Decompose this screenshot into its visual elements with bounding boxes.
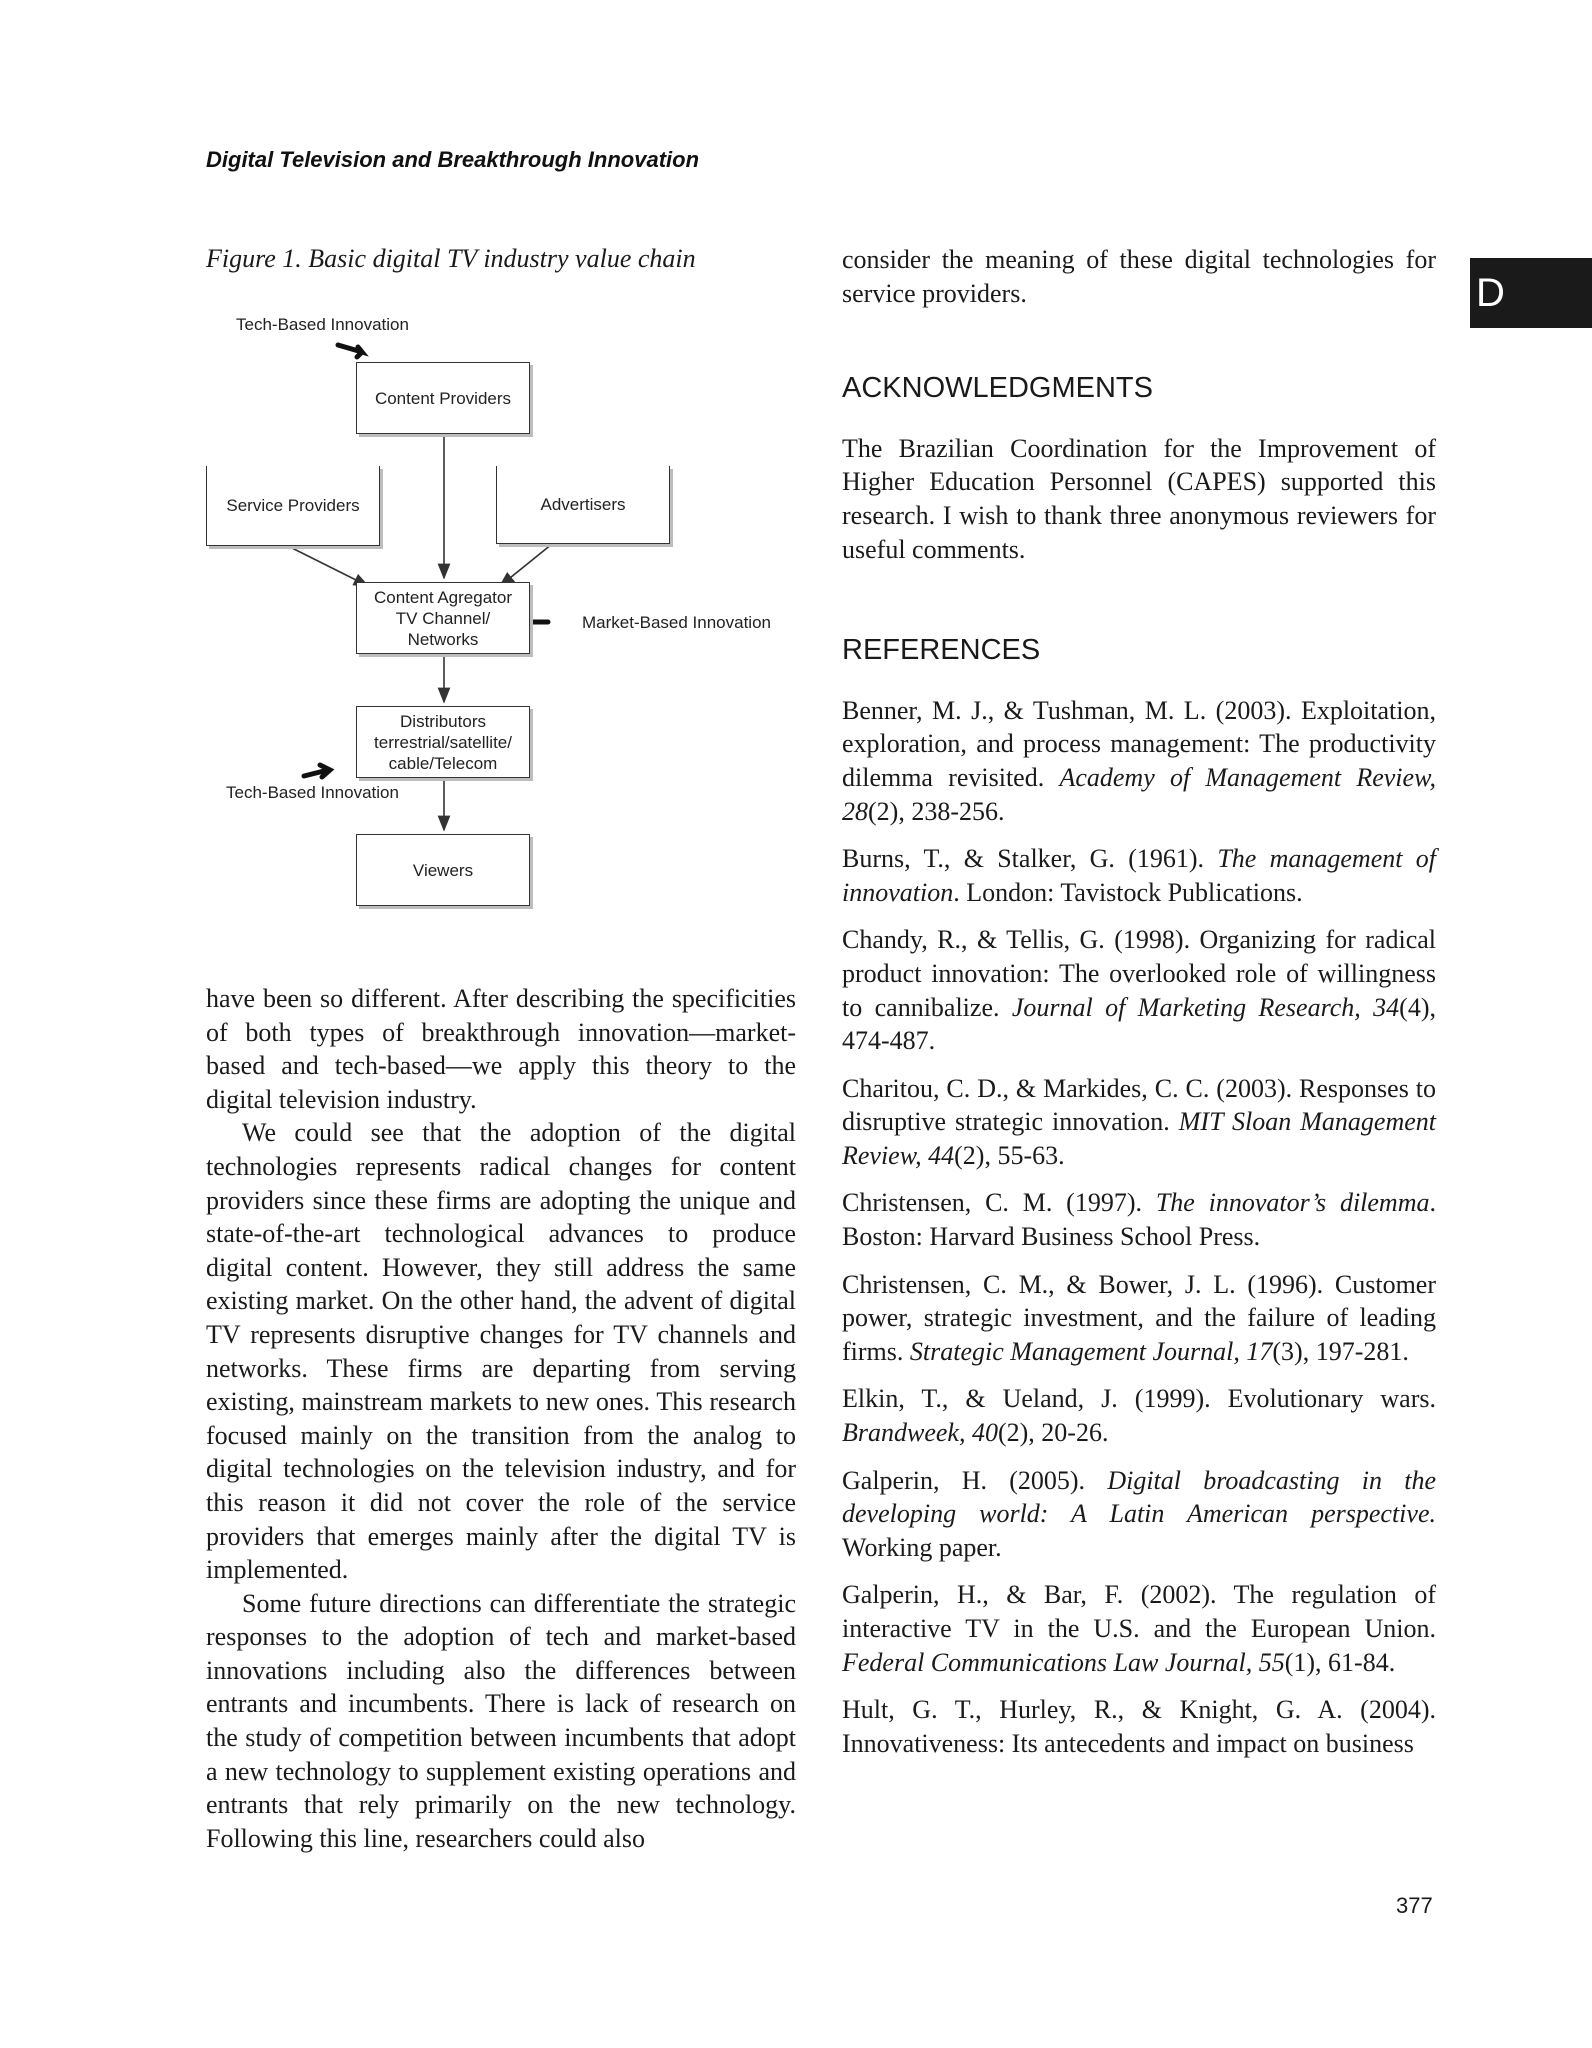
reference-item: Elkin, T., & Ueland, J. (1999). Evolutionary wars. Brandweek, 40(2), 20-26. — [842, 1384, 1436, 1448]
section-tab: D — [1470, 258, 1592, 328]
reference-item: Burns, T., & Stalker, G. (1961). The management of innovation. London: Tavistock Publications. — [842, 844, 1436, 907]
reference-item: Christensen, C. M. (1997). The innovator’s dilemma. Boston: Harvard Business School Press. — [842, 1188, 1436, 1252]
box-advertisers-label: Advertisers — [540, 495, 626, 514]
left-column — [206, 982, 796, 1855]
left-paragraph-2: We could see that the adoption of the digital technologies represents radical changes for content providers since these firms are adopting the unique and state-of-the-art technological advances to produce digital content. However, they still address the same existing market. On the other hand, the advent of digital TV represents disruptive changes for TV channels and networks. These firms are departing from serving existing, mainstream markets to new ones. This research focused mainly on the transition from the analog to digital technologies on the television industry, and for this reason it did not cover the role of the service providers that emerges mainly after the digital TV is implemented. — [206, 1118, 796, 1585]
reference-item: Galperin, H. (2005). Digital broadcasting in the developing world: A Latin American perspective. Working paper. — [842, 1465, 1436, 1562]
aggregator-line-2: TV Channel/ — [395, 608, 491, 628]
reference-item: Galperin, H., & Bar, F. (2002). The regulation of interactive TV in the U.S. and the European Union. Federal Communications Law Journal, 55(1), 61-84. — [842, 1580, 1436, 1677]
distributors-line-1: Distributors — [400, 711, 486, 731]
box-viewers — [356, 834, 530, 906]
pointer-arrow-top — [338, 345, 362, 357]
box-advertisers — [496, 466, 670, 544]
box-content-providers-label: Content Providers — [374, 388, 512, 408]
arrow-advertisers-to-aggregator — [500, 544, 552, 586]
value-chain-diagram — [200, 300, 800, 930]
box-distributors — [356, 706, 530, 778]
label-market-based: Market-Based Innovation — [582, 613, 771, 632]
figure-caption: Figure 1. Basic digital TV industry value chain — [206, 244, 696, 273]
label-tech-based-bottom: Tech-Based Innovation — [226, 783, 399, 802]
references-heading: REFERENCES — [842, 634, 1041, 667]
box-service-providers — [206, 466, 380, 546]
left-paragraph-3: Some future directions can differentiate the strategic responses to the adoption of tech and market-based innovations including also the differences between entrants and incumbents. There is lack of research on the study of competition between incumbents that adopt a new technology to supplement existing operations and entrants that rely primarily on the new technology. Following this line, researchers could also — [206, 1588, 796, 1853]
left-paragraph-1: have been so different. After describing the specificities of both types of breakthrough innovation—market-based and tech-based—we apply this theory to the digital television industry. — [206, 984, 796, 1114]
reference-item: Benner, M. J., & Tushman, M. L. (2003). Exploitation, exploration, and process management: The productivity dilemma revisited. Academy of Management Review, 28(2), 238-256. — [842, 695, 1436, 826]
aggregator-line-1: Content Agregator — [374, 587, 512, 607]
box-content-aggregator — [356, 582, 530, 654]
reference-item: Charitou, C. D., & Markides, C. C. (2003). Responses to disruptive strategic innovation. MIT Sloan Management Review, 44(2), 55-63. — [842, 1073, 1436, 1170]
label-tech-based-top: Tech-Based Innovation — [236, 315, 409, 334]
acknowledgments-heading: ACKNOWLEDGMENTS — [842, 372, 1153, 405]
box-viewers-label: Viewers — [412, 860, 474, 880]
reference-item: Hult, G. T., Hurley, R., & Knight, G. A. (2004). Innovativeness: Its antecedents and impact on business — [842, 1695, 1436, 1758]
references-list — [842, 694, 1436, 1761]
acknowledgments-text: The Brazilian Coordination for the Improvement of Higher Education Personnel (CAPES) supported this research. I wish to thank three anonymous reviewers for useful comments. — [842, 433, 1436, 564]
page-number: 377 — [1396, 1893, 1433, 1918]
distributors-line-3: cable/Telecom — [388, 753, 498, 773]
arrow-service-to-aggregator — [288, 546, 368, 586]
box-content-providers — [356, 362, 530, 434]
reference-item: Chandy, R., & Tellis, G. (1998). Organizing for radical product innovation: The overlooked role of willingness to cannibalize. Journal of Marketing Research, 34(4), 474-487. — [842, 925, 1436, 1056]
right-column — [842, 243, 1436, 1774]
distributors-line-2: terrestrial/satellite/ — [374, 732, 512, 752]
pointer-arrow-bottom — [304, 765, 330, 777]
right-continuation: consider the meaning of these digital technologies for service providers. — [842, 245, 1436, 308]
box-service-providers-label: Service Providers — [226, 496, 360, 515]
running-head: Digital Television and Breakthrough Innovation — [206, 147, 700, 172]
aggregator-line-3: Networks — [407, 629, 479, 649]
reference-item: Christensen, C. M., & Bower, J. L. (1996). Customer power, strategic investment, and the failure of leading firms. Strategic Management Journal, 17(3), 197-281. — [842, 1269, 1436, 1366]
